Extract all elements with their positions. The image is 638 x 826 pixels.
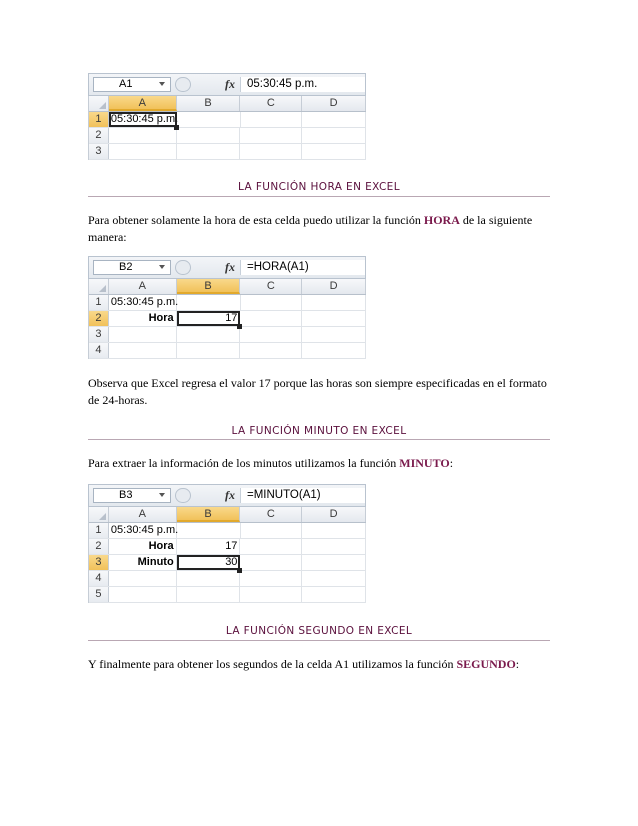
cell-d2[interactable] [302, 128, 366, 143]
cell-c1[interactable] [241, 523, 303, 538]
row-header[interactable]: 4 [89, 571, 109, 586]
column-header-c[interactable]: C [240, 96, 302, 111]
cell-d1[interactable] [302, 523, 366, 538]
cell-d1[interactable] [302, 295, 366, 310]
select-all-corner[interactable] [89, 96, 109, 111]
cell-b3[interactable] [177, 327, 241, 342]
paragraph-hora [88, 212, 550, 246]
table-row [89, 112, 366, 128]
cell-a1[interactable]: 05:30:45 p.m. [110, 113, 179, 125]
cell-d1[interactable] [302, 112, 366, 127]
excel-screenshot-1 [88, 73, 366, 160]
row-header[interactable]: 3 [89, 327, 109, 342]
cell-d2[interactable] [302, 311, 366, 326]
cell-a1[interactable]: 05:30:45 p.m. [110, 524, 179, 536]
chevron-down-icon[interactable] [159, 82, 165, 86]
column-header-a[interactable]: A [109, 507, 177, 522]
cell-c1[interactable] [241, 112, 303, 127]
fx-icon[interactable]: fx [225, 488, 235, 502]
table-row [89, 587, 366, 603]
name-box[interactable]: A1 [93, 77, 171, 92]
cell-a2[interactable]: Hora [109, 539, 177, 554]
cell-c3[interactable] [240, 144, 302, 159]
column-header-d[interactable]: D [302, 507, 366, 522]
cell-b1[interactable] [177, 295, 241, 310]
cell-b5[interactable] [177, 587, 241, 602]
cell-b4[interactable] [177, 571, 241, 586]
cell-c3[interactable] [240, 555, 302, 570]
section-heading-minuto: LA FUNCIÓN MINUTO EN EXCEL [231, 425, 407, 437]
row-header[interactable]: 5 [89, 587, 109, 602]
paragraph-text: Para obtener solamente la hora de esta celda puedo utilizar la función [88, 213, 424, 227]
excel-screenshot-3 [88, 484, 366, 603]
cell-a4[interactable] [109, 343, 177, 358]
column-header-d[interactable]: D [302, 279, 366, 294]
cell-d5[interactable] [302, 587, 366, 602]
column-header-row [89, 279, 366, 295]
table-row [89, 539, 366, 555]
table-row [89, 571, 366, 587]
cell-d3[interactable] [302, 144, 366, 159]
paragraph-text: : [515, 657, 520, 671]
table-row [89, 128, 366, 144]
cell-d2[interactable] [302, 539, 366, 554]
paragraph-text: Y finalmente para obtener los segundos de la celda A1 utilizamos la función [88, 657, 457, 671]
cell-a3[interactable]: Minuto [109, 555, 177, 570]
paragraph-text: Para extraer la información de los minutos utilizamos la función [88, 456, 400, 470]
cell-c2[interactable] [240, 539, 302, 554]
cell-d4[interactable] [302, 343, 366, 358]
column-header-row [89, 96, 366, 112]
table-row [89, 144, 366, 160]
table-row [89, 343, 366, 359]
cell-c4[interactable] [240, 571, 302, 586]
spreadsheet-grid [88, 507, 366, 603]
cell-c2[interactable] [240, 311, 302, 326]
formula-input[interactable]: 05:30:45 p.m. [240, 77, 365, 92]
row-header[interactable]: 1 [89, 523, 109, 538]
cell-a3[interactable] [109, 327, 177, 342]
table-row [89, 311, 366, 327]
cell-b3[interactable] [177, 144, 241, 159]
name-box[interactable]: B2 [93, 260, 171, 275]
cell-b3[interactable]: 30 [177, 555, 241, 570]
function-keyword-minuto: MINUTO [399, 456, 450, 470]
cell-a2[interactable]: Hora [109, 311, 177, 326]
formula-bar [88, 73, 366, 96]
paragraph-text: de la siguiente manera: [88, 213, 533, 244]
cell-b2[interactable]: 17 [177, 311, 241, 326]
column-header-b[interactable]: B [177, 96, 241, 111]
column-header-c[interactable]: C [240, 279, 302, 294]
formula-bar [88, 484, 366, 507]
function-keyword-segundo: SEGUNDO [456, 657, 516, 671]
cell-a3[interactable] [109, 144, 177, 159]
section-heading-segundo: LA FUNCIÓN SEGUNDO EN EXCEL [225, 625, 413, 637]
excel-screenshot-2 [88, 256, 366, 359]
cell-b1[interactable] [177, 523, 241, 538]
fx-icon[interactable]: fx [225, 77, 235, 91]
heading-divider [88, 439, 550, 440]
table-row [89, 523, 366, 539]
fx-icon[interactable]: fx [225, 260, 235, 274]
cell-a5[interactable] [109, 587, 177, 602]
heading-divider [88, 196, 550, 197]
cell-c1[interactable] [241, 295, 303, 310]
row-header[interactable]: 2 [89, 128, 109, 143]
row-header[interactable]: 2 [89, 311, 109, 326]
row-header[interactable]: 1 [89, 112, 109, 127]
select-all-corner[interactable] [89, 279, 109, 294]
column-header-a[interactable]: A [109, 96, 177, 111]
formula-input[interactable]: =HORA(A1) [240, 260, 365, 275]
paragraph-minuto [88, 455, 550, 472]
cell-c4[interactable] [240, 343, 302, 358]
formula-bar [88, 256, 366, 279]
table-row [89, 295, 366, 311]
cell-d4[interactable] [302, 571, 366, 586]
column-header-b[interactable]: B [177, 507, 241, 522]
cell-b1[interactable] [177, 112, 241, 127]
paragraph-24-horas: Observa que Excel regresa el valor 17 porque las horas son siempre especificadas en el formato de 24-horas. [88, 376, 547, 407]
paragraph-text: : [449, 456, 454, 470]
cell-c2[interactable] [240, 128, 302, 143]
column-header-d[interactable]: D [302, 96, 366, 111]
spreadsheet-grid [88, 96, 366, 160]
cell-d3[interactable] [302, 555, 366, 570]
spreadsheet-grid [88, 279, 366, 359]
cell-a1[interactable]: 05:30:45 p.m. [110, 296, 179, 308]
cell-b2[interactable]: 17 [177, 539, 241, 554]
cell-b4[interactable] [177, 343, 241, 358]
table-row [89, 555, 366, 571]
formula-bar-handle[interactable] [175, 488, 191, 503]
cell-d3[interactable] [302, 327, 366, 342]
cell-c5[interactable] [240, 587, 302, 602]
row-header[interactable]: 4 [89, 343, 109, 358]
paragraph-segundo [88, 656, 558, 673]
cell-a4[interactable] [109, 571, 177, 586]
heading-divider [88, 640, 550, 641]
row-header[interactable]: 2 [89, 539, 109, 554]
column-header-row [89, 507, 366, 523]
chevron-down-icon[interactable] [159, 493, 165, 497]
formula-bar-handle[interactable] [175, 77, 191, 92]
cell-c3[interactable] [240, 327, 302, 342]
function-keyword-hora: HORA [423, 213, 460, 227]
formula-bar-handle[interactable] [175, 260, 191, 275]
row-header[interactable]: 1 [89, 295, 109, 310]
name-box[interactable]: B3 [93, 488, 171, 503]
row-header[interactable]: 3 [89, 144, 109, 159]
formula-input[interactable]: =MINUTO(A1) [240, 488, 365, 503]
select-all-corner[interactable] [89, 507, 109, 522]
column-header-a[interactable]: A [109, 279, 177, 294]
section-heading-hora: LA FUNCIÓN HORA EN EXCEL [238, 181, 400, 193]
cell-a2[interactable] [109, 128, 177, 143]
row-header[interactable]: 3 [89, 555, 109, 570]
table-row [89, 327, 366, 343]
column-header-c[interactable]: C [240, 507, 302, 522]
chevron-down-icon[interactable] [159, 265, 165, 269]
cell-b2[interactable] [177, 128, 241, 143]
column-header-b[interactable]: B [177, 279, 241, 294]
